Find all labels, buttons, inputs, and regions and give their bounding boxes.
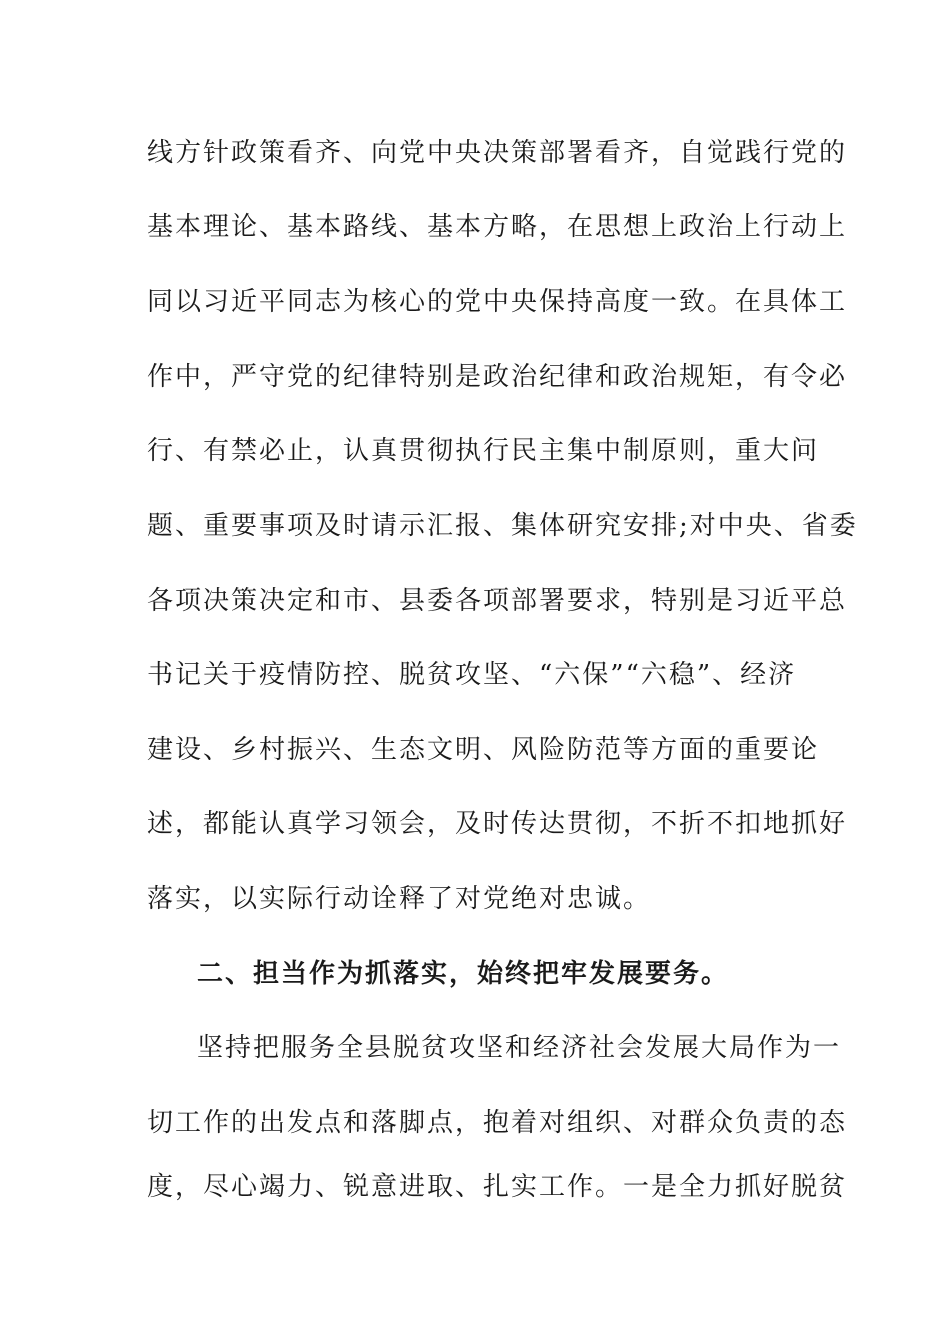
text-line: 述，都能认真学习领会，及时传达贯彻，不折不扣地抓好	[147, 809, 848, 839]
text-line: 书记关于疫情防控、脱贫攻坚、“六保”“六稳”、经济	[147, 660, 797, 690]
text-line: 同以习近平同志为核心的党中央保持高度一致。在具体工	[147, 287, 848, 317]
text-line: 行、有禁必止，认真贯彻执行民主集中制原则，重大问	[147, 436, 820, 466]
text-line: 题、重要事项及时请示汇报、集体研究安排;对中央、省委	[147, 511, 858, 541]
text-line: 建设、乡村振兴、生态文明、风险防范等方面的重要论	[147, 735, 820, 765]
text-line: 度，尽心竭力、锐意进取、扎实工作。一是全力抓好脱贫	[147, 1172, 848, 1202]
text-line: 坚持把服务全县脱贫攻坚和经济社会发展大局作为一	[197, 1033, 842, 1063]
text-line: 落实，以实际行动诠释了对党绝对忠诚。	[147, 884, 652, 914]
text-line: 基本理论、基本路线、基本方略，在思想上政治上行动上	[147, 212, 848, 242]
text-line: 作中，严守党的纪律特别是政治纪律和政治规矩，有令必	[147, 362, 848, 392]
text-line: 线方针政策看齐、向党中央决策部署看齐，自觉践行党的	[147, 138, 848, 168]
section-heading: 二、担当作为抓落实，始终把牢发展要务。	[197, 959, 730, 989]
text-line: 切工作的出发点和落脚点，抱着对组织、对群众负责的态	[147, 1108, 848, 1138]
text-line: 各项决策决定和市、县委各项部署要求，特别是习近平总	[147, 586, 848, 616]
